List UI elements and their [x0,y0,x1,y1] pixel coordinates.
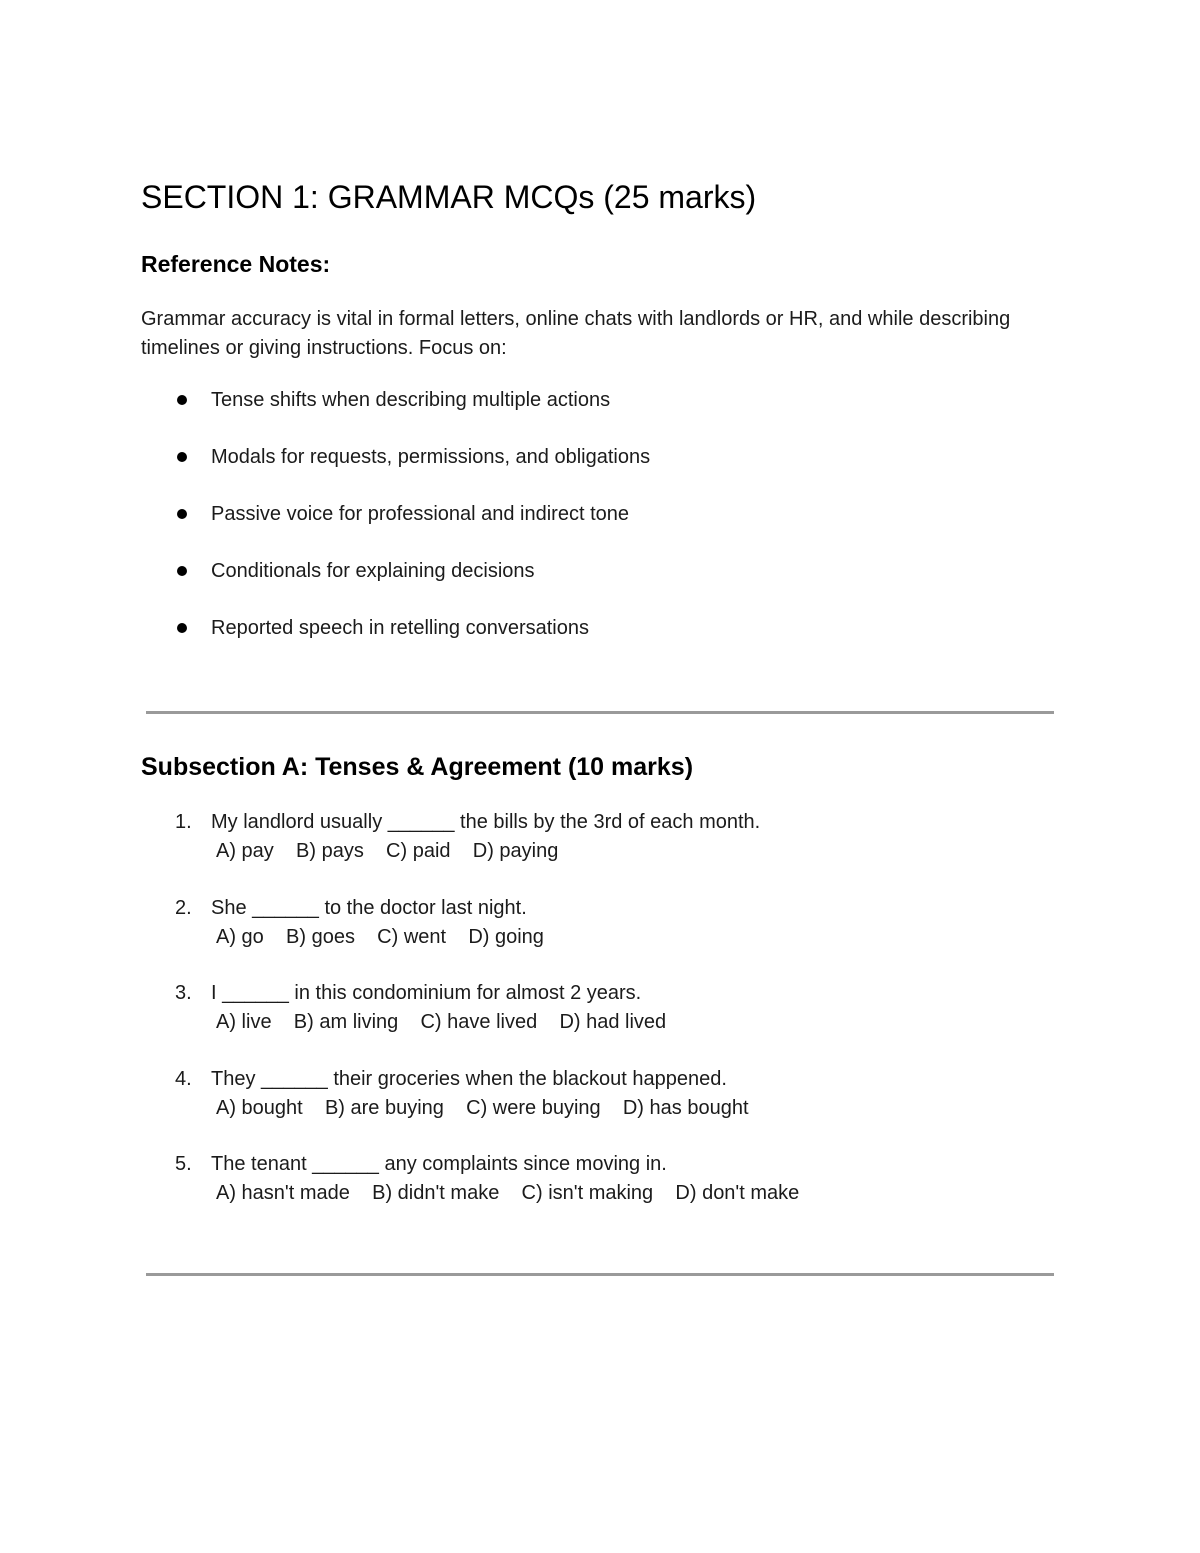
question-number: 5. [175,1153,192,1175]
question-list [0,808,1000,1236]
question-stem: They ______ their groceries when the blackout happened. [211,1067,727,1090]
bullet-text: Tense shifts when describing multiple actions [211,389,611,411]
bullet-text: Passive voice for professional and indirect tone [211,503,630,525]
bullet-item [0,443,900,500]
horizontal-divider [146,1273,1054,1276]
subsection-a-heading: Subsection A: Tenses & Agreement (10 marks) [141,753,694,781]
question-item [0,1150,1000,1236]
bullet-dot-icon [177,566,187,576]
question-number: 1. [175,811,192,833]
question-item [0,894,1000,980]
bullet-dot-icon [177,452,187,462]
bullet-text: Conditionals for explaining decisions [211,560,535,582]
question-number: 2. [175,896,192,919]
section-title: SECTION 1: GRAMMAR MCQs (25 marks) [141,179,757,215]
question-options: A) pay B) pays C) paid D) paying [216,840,559,862]
question-options: A) go B) goes C) went D) going [216,925,544,948]
reference-intro-paragraph: Grammar accuracy is vital in formal letters, online chats with landlords or HR, and while describing timelines or giving instructions. Focus on: [141,308,1011,359]
bullet-text: Reported speech in retelling conversations [211,617,589,639]
question-number: 3. [175,982,192,1004]
bullet-item [0,386,900,443]
question-stem: I ______ in this condominium for almost 2 years. [211,982,642,1004]
question-options: A) hasn't made B) didn't make C) isn't making D) don't make [216,1182,800,1204]
bullet-dot-icon [177,509,187,519]
question-options: A) live B) am living C) have lived D) had lived [216,1011,667,1033]
bullet-dot-icon [177,395,187,405]
question-stem: The tenant ______ any complaints since moving in. [211,1153,667,1175]
question-item [0,979,1000,1065]
horizontal-divider [146,711,1054,714]
focus-bullet-list [0,386,900,671]
bullet-dot-icon [177,623,187,633]
reference-notes-heading: Reference Notes: [141,251,331,277]
bullet-item [0,557,900,614]
question-item [0,1065,1000,1151]
question-stem: She ______ to the doctor last night. [211,896,527,919]
question-options: A) bought B) are buying C) were buying D) has bought [216,1096,749,1119]
bullet-item [0,614,900,671]
question-item [0,808,1000,894]
bullet-item [0,500,900,557]
question-number: 4. [175,1067,192,1090]
question-stem: My landlord usually ______ the bills by the 3rd of each month. [211,811,761,833]
bullet-text: Modals for requests, permissions, and obligations [211,446,651,468]
